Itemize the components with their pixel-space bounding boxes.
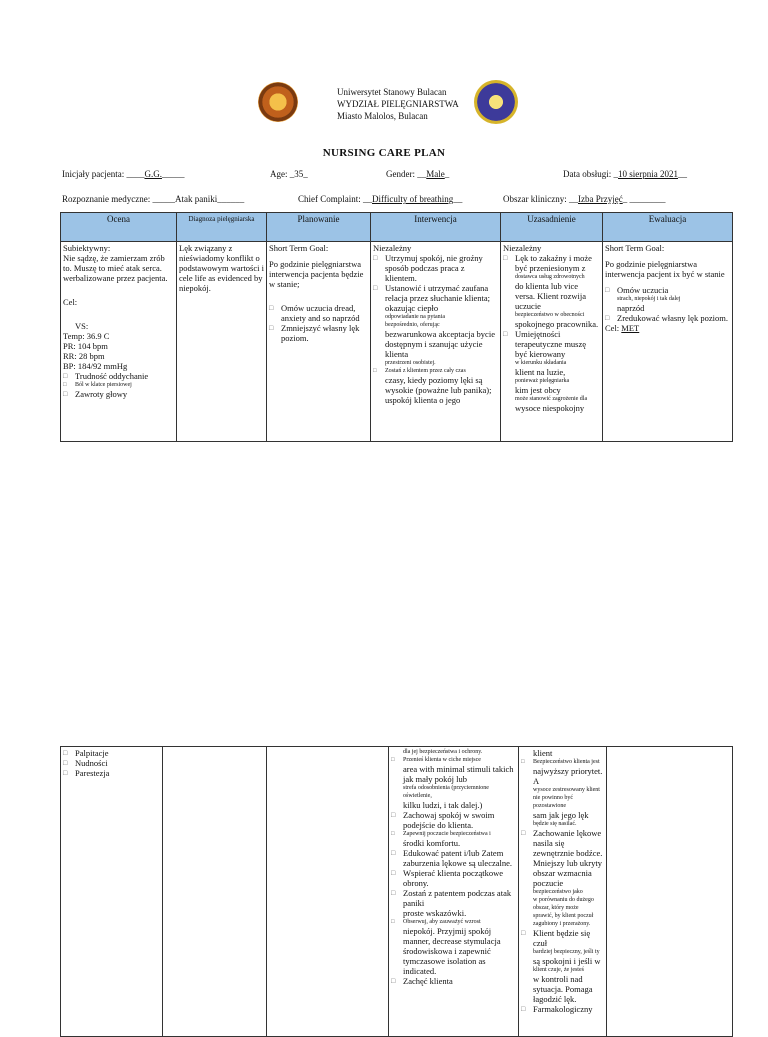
- table-header-row: [61, 213, 733, 242]
- evaluation-goal-label: Short Term Goal:: [605, 243, 665, 253]
- rationale-detail: najwyższy priorytet. A: [533, 766, 603, 786]
- intervention-detail: kilku ludzi, i tak dalej.): [403, 800, 483, 810]
- subjective-label: Subiektywny:: [63, 243, 111, 253]
- intervention-item: □ Utrzymuj spokój, nie groźny sposób podczas praca z klientem.: [373, 253, 498, 283]
- intervention-detail: odpowiadanie na pytania: [385, 314, 445, 320]
- rationale-item: □ Umiejętności terapeutyczne muszę być kierowany: [503, 329, 600, 359]
- faculty-name: WYDZIAŁ PIELĘGNIARSTWA: [337, 99, 459, 109]
- institution-header: [337, 86, 459, 122]
- intervention-item: □ Edukować patent i/lub Zatem zaburzenia lękowe są uleczalne.: [391, 848, 516, 868]
- rationale-item: □ Lęk to zakaźny i może być przeniesionym z: [503, 253, 600, 273]
- rationale-detail: bezpieczeństwo w obecności: [515, 312, 585, 318]
- col-header-uzasadnienie: Uzasadnienie: [501, 213, 603, 242]
- rationale-detail: nie powinno być pozostawione: [533, 795, 573, 809]
- rationale-detail: ponieważ pielęgniarka: [515, 378, 570, 384]
- symptom-item: □ Trudność oddychanie: [63, 371, 174, 381]
- university-seal-icon: [258, 82, 298, 122]
- document-title: NURSING CARE PLAN: [322, 147, 446, 159]
- care-date: Data obsługi: _10 sierpnia 2021__: [563, 169, 687, 179]
- rationale-detail: do klienta lub vice versa. Klient rozwija uczucie: [515, 281, 587, 311]
- rationale-detail: bezpieczeństwo jako: [533, 889, 583, 895]
- rationale-detail: są spokojni i jeśli w: [533, 956, 601, 966]
- plan-goal-label: Short Term Goal:: [269, 243, 329, 253]
- cell-planowanie: [267, 747, 389, 1037]
- table-row: [61, 242, 733, 442]
- col-header-ocena: Ocena: [61, 213, 177, 242]
- plan-goal-item: □ Zmniejszyć własny lęk poziom.: [269, 323, 368, 343]
- cell-interwencja: [371, 242, 501, 442]
- evaluation-goal-text: Po godzinie pielęgniarstwa interwencja pacjent ix być w stanie: [605, 259, 725, 279]
- col-header-ewaluacja: Ewaluacja: [603, 213, 733, 242]
- rationale-item: □ Zachowanie lękowe nasila się zewnętrznie bodźce. Mniejszy lub ukryty obszar wzmacnia poczucie: [521, 828, 604, 888]
- evaluation-detail: naprzód: [617, 303, 645, 313]
- rationale-item: □ Bezpieczeństwo klienta jest: [521, 758, 604, 766]
- intervention-detail: przestrzeni osobistej.: [385, 360, 436, 366]
- intervention-item: □ Przenieś klienta w ciche miejsce: [391, 756, 516, 764]
- rationale-detail: obszar, który może: [533, 905, 579, 911]
- nursing-college-seal-icon: [474, 80, 518, 124]
- rationale-detail: może stanowić zagrożenie dla: [515, 396, 588, 402]
- intervention-detail: środki komfortu.: [403, 838, 461, 848]
- cell-ocena: [61, 242, 177, 442]
- rationale-detail: wysoce niespokojny: [515, 403, 585, 413]
- vital-rr: RR: 28 bpm: [63, 351, 105, 361]
- page-2: [0, 746, 768, 1024]
- patient-gender: Gender: __Male_: [386, 169, 450, 179]
- page-gap: [0, 700, 768, 746]
- cell-planowanie: [267, 242, 371, 442]
- intervention-item: □ Zachęć klienta: [391, 976, 516, 986]
- table-row: [61, 747, 733, 1037]
- vital-temp: Temp: 36.9 C: [63, 331, 110, 341]
- rationale-item: □ Klient będzie się czuł: [521, 928, 604, 948]
- intervention-item: □ Zostań z patentem podczas atak paniki: [391, 888, 516, 908]
- patient-age: Age: _35_: [270, 169, 308, 179]
- plan-goal-item: □ Omów uczucia dread, anxiety and so naprzód: [269, 303, 368, 323]
- rationale-detail: wysoce zestresowany klient: [533, 787, 600, 793]
- rationale-detail: spokojnego pracownika.: [515, 319, 599, 329]
- rationale-detail: bardziej bezpieczny, jeśli ty: [533, 949, 600, 955]
- intervention-item: □ Zapewnij poczucie bezpieczeństwa i: [391, 830, 516, 838]
- symptom-item: □ Nudności: [63, 758, 160, 768]
- intervention-detail: dla jej bezpieczeństwa i ochrony.: [403, 749, 483, 755]
- rationale-detail: w kontroli nad sytuacja. Pomaga łagodzić lęk.: [533, 974, 593, 1004]
- cell-ewaluacja: [607, 747, 733, 1037]
- intervention-label: Niezależny: [373, 243, 412, 253]
- objective-label: Cel:: [63, 297, 78, 307]
- evaluation-item: □ Zredukować własny lęk poziom.: [605, 313, 730, 323]
- evaluation-detail: strach, niepokój i tak dalej: [617, 296, 681, 302]
- evaluation-result: Cel: MET: [605, 323, 640, 333]
- rationale-detail: klient: [533, 748, 553, 758]
- nursing-diagnosis-text: Lęk związany z nieświadomy konflikt o podstawowym wartości i cele life as evidenced by niepokój.: [179, 243, 264, 293]
- symptom-item: □ Zawroty głowy: [63, 389, 174, 399]
- vital-pr: PR: 104 bpm: [63, 341, 108, 351]
- university-name: Uniwersytet Stanowy Bulacan: [337, 87, 447, 97]
- rationale-detail: w kierunku składania: [515, 360, 567, 366]
- vital-bp: BP: 184/92 mmHg: [63, 361, 128, 371]
- evaluation-item: □ Omów uczucia: [605, 285, 730, 295]
- rationale-detail: dostawca usług zdrowotnych: [515, 274, 585, 280]
- intervention-item: □ Zostań z klientem przez cały czas: [373, 367, 498, 375]
- intervention-detail: strefa odosobnienia (przyciemnione oświetlenie,: [403, 785, 489, 799]
- cell-interwencja: [389, 747, 519, 1037]
- symptom-item: □ Ból w klatce piersiowej: [63, 381, 174, 389]
- patient-initials: Inicjały pacjenta: ____G.G._____: [62, 169, 185, 179]
- intervention-detail: bezpośrednio, oferując: [385, 322, 440, 328]
- intervention-detail: czasy, kiedy poziomy lęki są wysokie (poważne lub panika); uspokój klienta o jego: [385, 375, 492, 405]
- cell-diagnoza: [163, 747, 267, 1037]
- rationale-detail: w porównaniu do dużego: [533, 897, 594, 903]
- cell-ocena: [61, 747, 163, 1037]
- col-header-interwencja: Interwencja: [371, 213, 501, 242]
- intervention-detail: proste wskazówki.: [403, 908, 467, 918]
- rationale-item: □ Farmakologiczny: [521, 1004, 604, 1014]
- rationale-detail: klient czuje, że jesteś: [533, 967, 584, 973]
- symptom-item: □ Parestezja: [63, 768, 160, 778]
- care-plan-table-continued: [60, 746, 733, 1037]
- subjective-note: werbalizowane przez pacjenta.: [63, 273, 168, 283]
- intervention-detail: bezwarunkowa akceptacja bycie dostępnym i szanując użycie klienta: [385, 329, 495, 359]
- intervention-detail: area with minimal stimuli takich jak mały pokój lub: [403, 764, 514, 784]
- symptom-item: □ Palpitacje: [63, 748, 160, 758]
- intervention-item: □ Ustanowić i utrzymać zaufana relacja przez słuchanie klienta; okazując ciepło: [373, 283, 498, 313]
- rationale-detail: sam jak jego lęk: [533, 810, 589, 820]
- rationale-detail: kim jest obcy: [515, 385, 561, 395]
- rationale-detail: zagubiony i przerażony.: [533, 921, 591, 927]
- rationale-detail: klient na luzie,: [515, 367, 566, 377]
- city-name: Miasto Malolos, Bulacan: [337, 111, 428, 121]
- cell-ewaluacja: [603, 242, 733, 442]
- vital-signs-label: VS:: [75, 321, 89, 331]
- intervention-item: □ Wspierać klienta początkowe obrony.: [391, 868, 516, 888]
- met-status: MET: [621, 323, 640, 333]
- rationale-detail: będzie się nasilać.: [533, 821, 577, 827]
- cell-diagnoza: [177, 242, 267, 442]
- rationale-label: Niezależny: [503, 243, 542, 253]
- cell-uzasadnienie: [519, 747, 607, 1037]
- cell-uzasadnienie: [501, 242, 603, 442]
- intervention-item: □ Zachowaj spokój w swoim podejście do klienta.: [391, 810, 516, 830]
- chief-complaint: Chief Complaint: __Difficulty of breathing__: [298, 194, 463, 204]
- care-plan-table: [60, 212, 733, 442]
- col-header-diagnoza: Diagnoza pielęgniarska: [177, 213, 267, 242]
- subjective-text: Nie sądzę, że zamierzam zrób to. Muszę to mieć atak serca.: [63, 253, 165, 273]
- clinical-area: Obszar kliniczny: __Izba Przyjęć_ ________: [503, 194, 666, 204]
- intervention-item: □ Obserwuj, aby zauważyć wzrost: [391, 918, 516, 926]
- medical-diagnosis: Rozpoznanie medyczne: _____Atak paniki______: [62, 194, 245, 204]
- rationale-detail: sprawić, by klient poczuł: [533, 913, 594, 919]
- intervention-detail: niepokój. Przyjmij spokój manner, decrease stymulacja środowiskowa i zapewnić tymczasowe isolation as indicated.: [403, 926, 501, 976]
- plan-goal-text: Po godzinie pielęgniarstwa interwencja pacjenta będzie w stanie;: [269, 259, 364, 289]
- col-header-planowanie: Planowanie: [267, 213, 371, 242]
